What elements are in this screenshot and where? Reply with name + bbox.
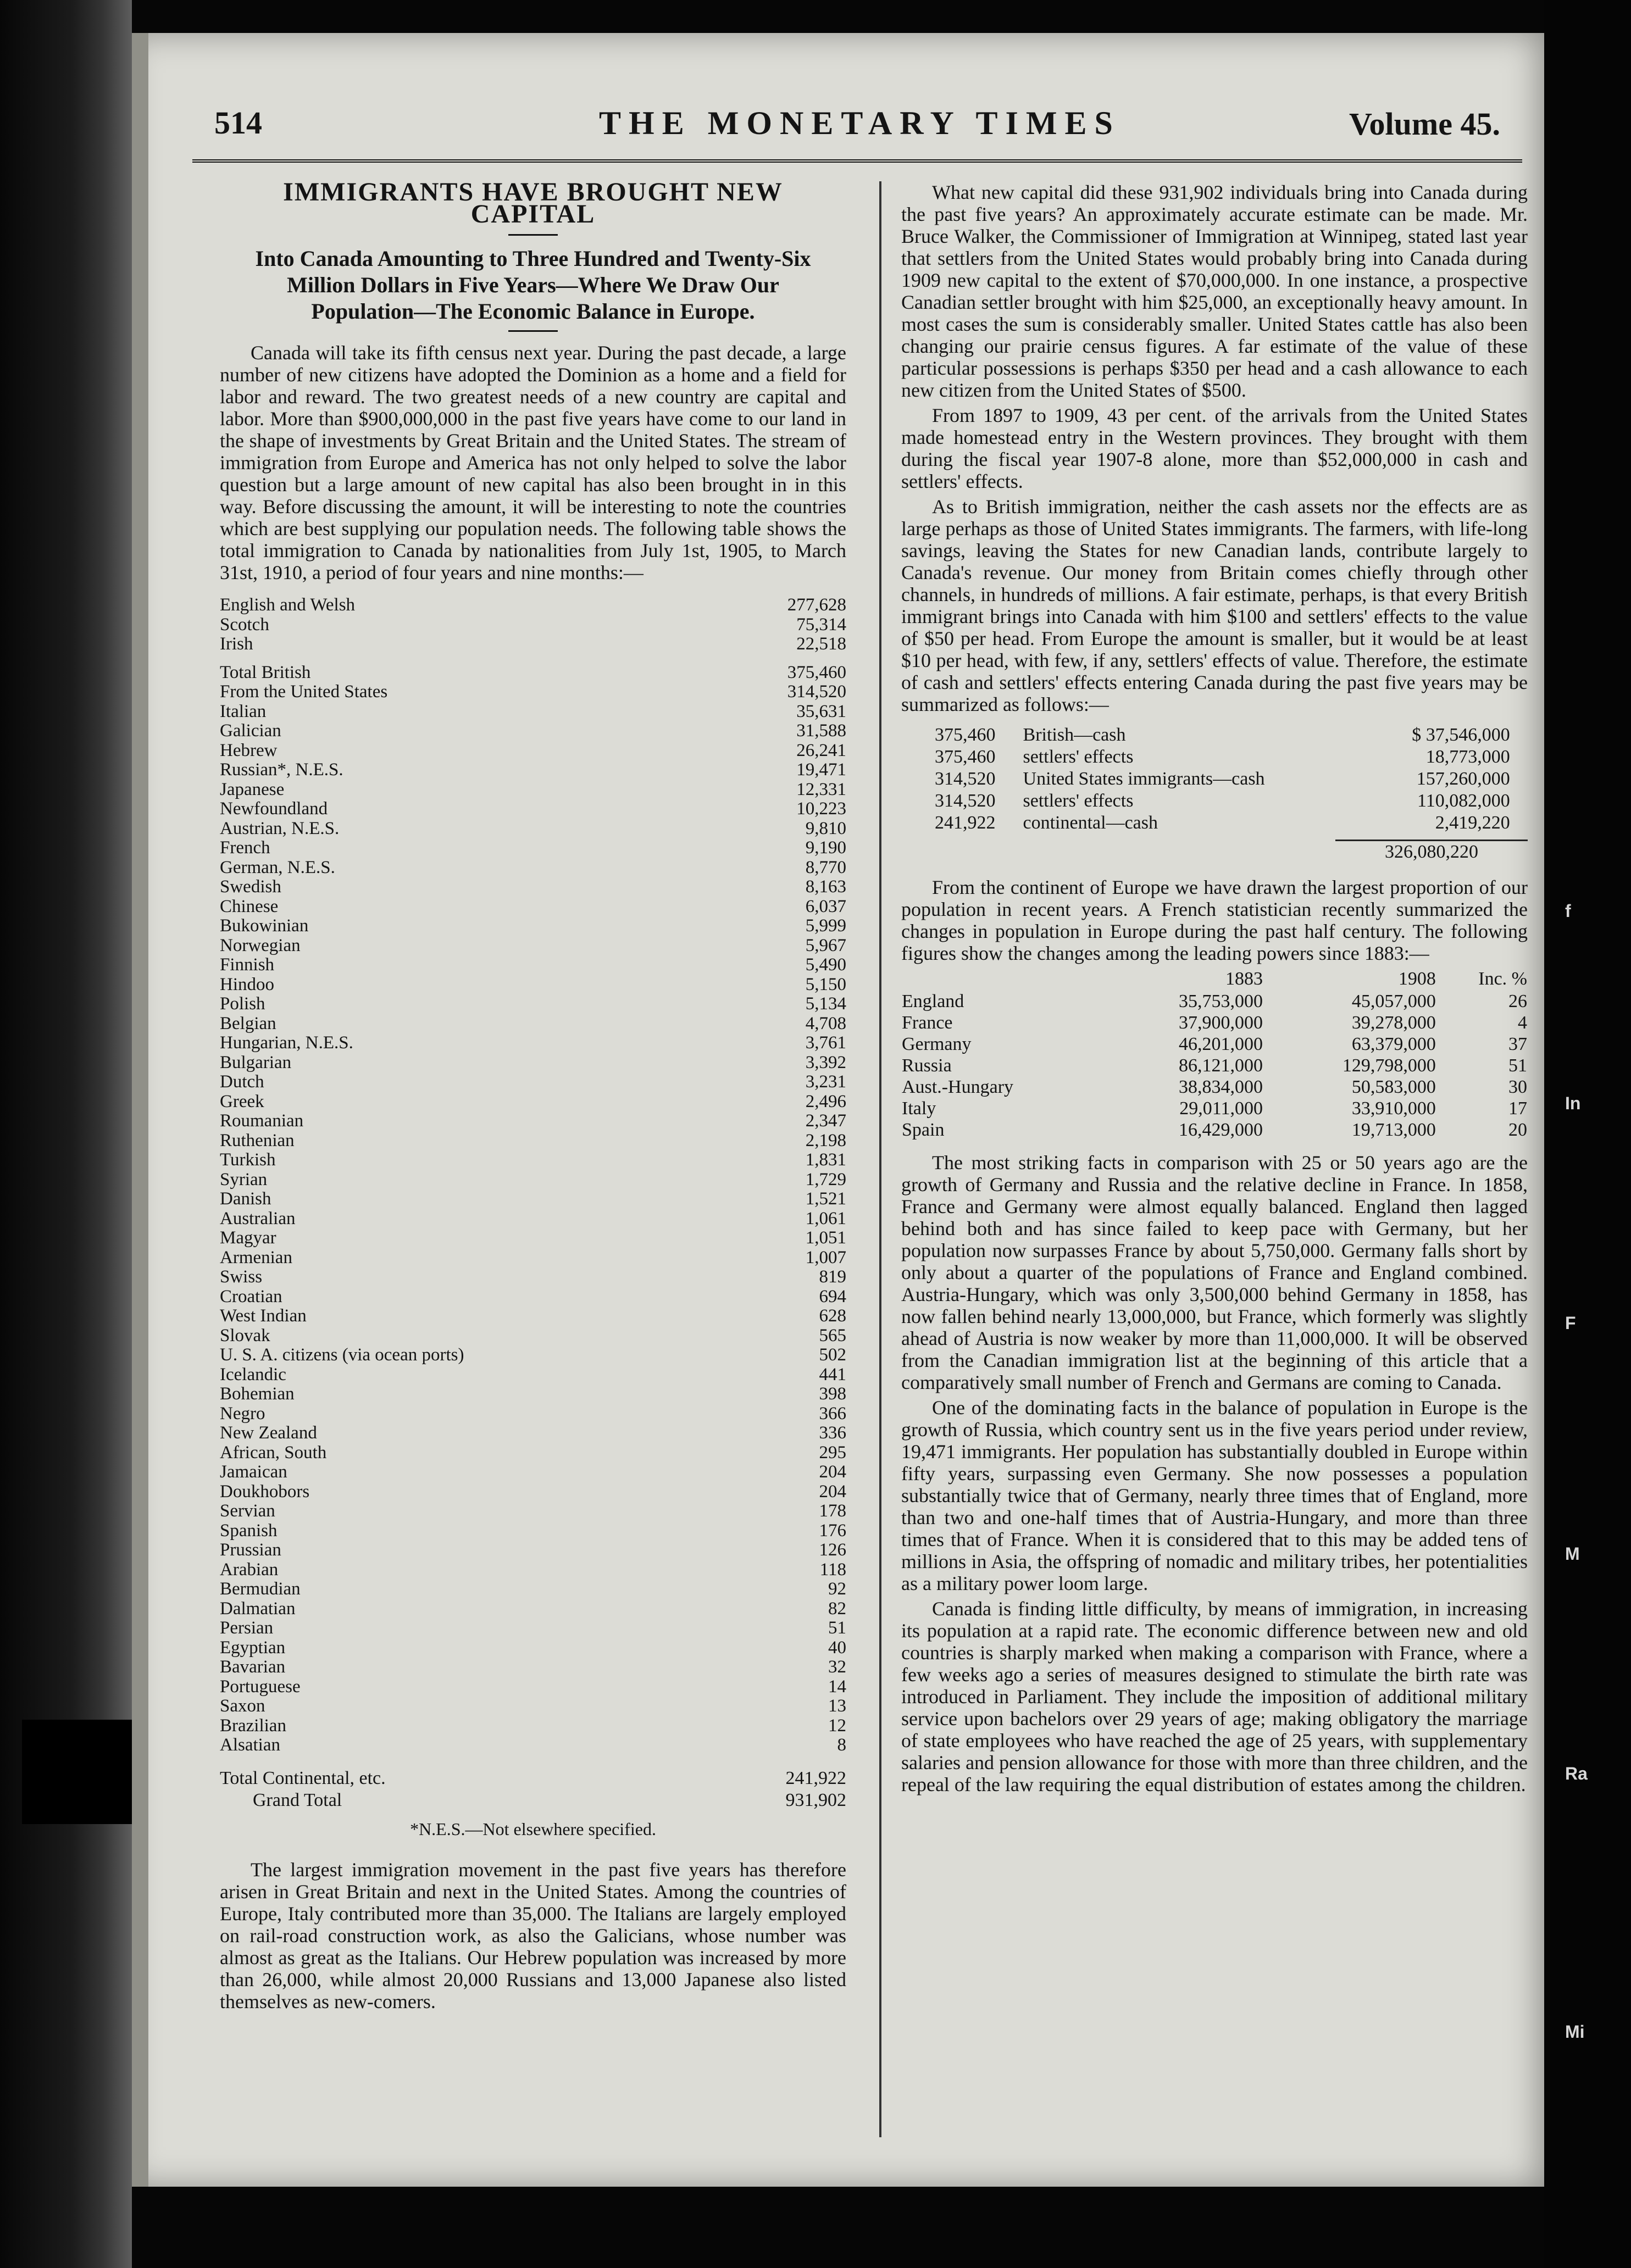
nationality-cell: Hungarian, N.E.S. xyxy=(220,1033,353,1053)
count-cell: 8,163 xyxy=(805,877,846,897)
count-cell: 14 xyxy=(828,1676,846,1697)
count-cell: 277,628 xyxy=(787,595,846,615)
count-cell: 12 xyxy=(828,1715,846,1736)
capital-item-cell: British—cash xyxy=(1023,725,1126,745)
table-row xyxy=(220,760,846,780)
count-cell: 5,967 xyxy=(805,935,846,955)
table-row xyxy=(220,1677,846,1697)
nationality-cell: Spanish xyxy=(220,1520,278,1541)
capital-value-cell: 18,773,000 xyxy=(1425,747,1510,767)
nationality-cell: Negro xyxy=(220,1403,265,1424)
table-row xyxy=(901,1098,1528,1119)
count-cell: 2,496 xyxy=(805,1091,846,1111)
population-1908-cell: 129,798,000 xyxy=(1342,1055,1436,1076)
country-cell: Russia xyxy=(902,1055,952,1076)
count-cell: 336 xyxy=(819,1423,846,1443)
nationality-cell: Hebrew xyxy=(220,740,278,760)
table-row xyxy=(220,682,846,702)
column-header: 1908 xyxy=(1398,969,1436,989)
count-cell: 126 xyxy=(819,1540,846,1560)
nationality-cell: Magyar xyxy=(220,1228,276,1248)
table-row xyxy=(901,991,1528,1012)
count-cell: 375,460 xyxy=(787,662,846,682)
nationality-cell: Swiss xyxy=(220,1267,263,1287)
adjacent-fragment: M xyxy=(1565,1544,1580,1564)
table-row xyxy=(220,975,846,995)
table-row xyxy=(220,1482,846,1502)
count-cell: 502 xyxy=(819,1345,846,1365)
table-row xyxy=(934,790,1511,812)
nationality-cell: Italian xyxy=(220,701,267,721)
table-row xyxy=(901,1076,1528,1098)
count-cell: 8 xyxy=(837,1735,846,1755)
table-row xyxy=(220,1463,846,1482)
table-row xyxy=(220,819,846,839)
count-cell: 6,037 xyxy=(805,896,846,916)
table-row xyxy=(220,1638,846,1658)
capital-item-cell: settlers' effects xyxy=(1023,791,1134,811)
adjacent-page-strip xyxy=(1544,0,1631,2268)
nationality-cell: Hindoo xyxy=(220,974,274,994)
table-row xyxy=(220,1424,846,1443)
nationality-cell: Galician xyxy=(220,721,281,741)
count-cell: 13 xyxy=(828,1696,846,1716)
nationality-cell: Dutch xyxy=(220,1072,264,1092)
table-row xyxy=(220,1053,846,1073)
nationality-cell: Total British xyxy=(220,662,311,682)
table-row xyxy=(220,1033,846,1053)
count-cell: 9,810 xyxy=(805,818,846,838)
capital-item-cell: settlers' effects xyxy=(1023,747,1134,767)
capital-value-cell: 110,082,000 xyxy=(1417,791,1510,811)
nationality-cell: Scotch xyxy=(220,614,269,635)
paragraph-dominating: One of the dominating facts in the balance of population in Europe is the growth of Russia, which country sent us in the five years period under review, 19,471 immigrants. Her population has substantially doubled in Europe within fifty years, surpassing even Germany. She now possesses a population substantially twice that of Germany, nearly three times that of England, more than two and one-half times that of Austria-Hungary, and more than three times that of France. When it is considered that to this may be added tens of millions in Asia, the offspring of nomadic and military tribes, her potentialities as a military power loom large. xyxy=(901,1397,1528,1594)
nationality-cell: English and Welsh xyxy=(220,595,356,615)
table-row xyxy=(220,615,846,635)
nationality-cell: Croatian xyxy=(220,1286,282,1307)
paragraph-capital: What new capital did these 931,902 individuals bring into Canada during the past five years? An approximately accurate estimate can be made. Mr. Bruce Walker, the Commissioner of Immigration at Winnipeg, stated last year that settlers from the United States would probably bring into Canada during 1909 new capital to the extent of $70,000,000. In one instance, a prospective Canadian settler brought with him $25,000, an exceptionally heavy amount. In most cases the sum is considerably smaller. United States cattle has also been changing our prairie census figures. A far estimate of the value of these particular possessions is perhaps $350 per head and a cash allowance to each new citizen from the United States of $500. xyxy=(901,181,1528,401)
immigrant-count-cell: 375,460 xyxy=(935,747,996,767)
immigrant-count-cell: 375,460 xyxy=(935,725,996,745)
table-row xyxy=(220,877,846,897)
country-cell: France xyxy=(902,1013,953,1033)
table-row xyxy=(220,1789,846,1811)
population-1883-cell: 37,900,000 xyxy=(1179,1013,1263,1033)
count-cell: 118 xyxy=(819,1559,846,1580)
capital-item-cell: continental—cash xyxy=(1023,813,1158,833)
count-cell: 204 xyxy=(819,1462,846,1482)
count-cell: 176 xyxy=(819,1520,846,1541)
count-cell: 19,471 xyxy=(796,760,846,780)
table-row xyxy=(220,955,846,975)
nationality-cell: Bavarian xyxy=(220,1657,286,1677)
table-row xyxy=(901,1033,1528,1055)
count-cell: 2,347 xyxy=(805,1111,846,1131)
table-row xyxy=(220,1170,846,1190)
nationality-cell: West Indian xyxy=(220,1306,307,1326)
population-1908-cell: 45,057,000 xyxy=(1351,991,1436,1011)
count-cell: 441 xyxy=(819,1364,846,1385)
count-cell: 92 xyxy=(828,1579,846,1599)
table-row xyxy=(220,1580,846,1599)
country-cell: Germany xyxy=(902,1034,972,1054)
population-1883-cell: 16,429,000 xyxy=(1179,1120,1263,1140)
count-cell: 31,588 xyxy=(796,721,846,741)
table-row xyxy=(220,1502,846,1521)
table-row xyxy=(220,1287,846,1307)
nationality-cell: Australian xyxy=(220,1208,296,1228)
nationality-cell: German, N.E.S. xyxy=(220,857,335,877)
count-cell: 5,150 xyxy=(805,974,846,994)
table-row xyxy=(220,1443,846,1463)
table-row xyxy=(934,724,1511,746)
grand-total-value: 931,902 xyxy=(785,1789,846,1810)
nationality-cell: Icelandic xyxy=(220,1364,286,1385)
nationality-cell: Roumanian xyxy=(220,1111,304,1131)
column-rule xyxy=(879,181,881,2137)
table-row xyxy=(220,1150,846,1170)
nationality-cell: Prussian xyxy=(220,1540,281,1560)
count-cell: 1,051 xyxy=(805,1228,846,1248)
nationality-cell: Bukowinian xyxy=(220,916,309,936)
count-cell: 366 xyxy=(819,1403,846,1424)
table-row xyxy=(220,635,846,654)
adjacent-fragment: Mi xyxy=(1565,2022,1585,2042)
nationality-cell: Russian*, N.E.S. xyxy=(220,760,343,780)
nationality-cell: Portuguese xyxy=(220,1676,301,1697)
population-1883-cell: 46,201,000 xyxy=(1179,1034,1263,1054)
table-row xyxy=(220,1385,846,1404)
magazine-page xyxy=(132,33,1561,2187)
nationality-cell: Bermudian xyxy=(220,1579,301,1599)
increase-percent-cell: 4 xyxy=(1518,1013,1527,1033)
count-cell: 1,061 xyxy=(805,1208,846,1228)
country-cell: Aust.-Hungary xyxy=(902,1077,1014,1097)
count-cell: 3,761 xyxy=(805,1033,846,1053)
table-row xyxy=(220,780,846,800)
headline-rule xyxy=(508,234,558,236)
nationality-cell: Finnish xyxy=(220,955,275,975)
count-cell: 5,490 xyxy=(805,955,846,975)
increase-percent-cell: 37 xyxy=(1508,1034,1527,1054)
count-cell: 694 xyxy=(819,1286,846,1307)
nationality-cell: Chinese xyxy=(220,896,279,916)
table-row xyxy=(220,1131,846,1151)
count-cell: 2,198 xyxy=(805,1130,846,1150)
capital-value-cell: 2,419,220 xyxy=(1435,813,1510,833)
table-row xyxy=(220,916,846,936)
column-header: Inc. % xyxy=(1478,969,1527,989)
nationality-cell: Norwegian xyxy=(220,935,301,955)
immigrant-count-cell: 241,922 xyxy=(935,813,996,833)
paragraph-difficulty: Canada is finding little difficulty, by means of immigration, in increasing its population at a rapid rate. The economic difference between new and old countries is sharply marked when making a comparison with France, where a few weeks ago a series of measures designed to stimulate the birth rate was introduced in Parliament. They include the imposition of additional military service upon bachelors over 29 years of age; making obligatory the marriage of state employees who have reached the age of 25 years, with supplementary salaries and pension allowance for those with more than three children, and the repeal of the law requiring the equal distribution of estates among the children. xyxy=(901,1598,1528,1796)
immigration-totals xyxy=(220,1767,846,1811)
count-cell: 178 xyxy=(819,1501,846,1521)
nationality-cell: Irish xyxy=(220,634,253,654)
capital-value-cell: $ 37,546,000 xyxy=(1412,725,1510,745)
increase-percent-cell: 30 xyxy=(1508,1077,1527,1097)
paragraph-british: As to British immigration, neither the cash assets nor the effects are as large perhaps as those of United States immigrants. The farmers, with life-long savings, leaving the States for new Canadian lands, contribute largely to Canada's revenue. Our money from Britain comes chiefly through other channels, in hundreds of millions. A fair estimate, perhaps, is that every British immigrant brings into Canada with him $100 and settlers' effects to the value of $50 per head. From Europe the amount is smaller, but it would be at least $10 per head, with few, if any, settlers' effects of value. Therefore, the estimate of cash and settlers' effects entering Canada during the past five years may be summarized as follows:— xyxy=(901,496,1528,715)
table-row xyxy=(220,1189,846,1209)
paragraph-striking: The most striking facts in comparison with 25 or 50 years ago are the growth of Germany and Russia and the relative decline in France. In 1858, France and Germany were almost equally balanced. England then lagged behind both and has since failed to keep pace with Germany, but her population now surpasses France by about 5,750,000. Germany falls short by only about a quarter of the populations of France and England combined. Austria-Hungary, which was only 3,500,000 behind Germany in 1858, has now fallen behind nearly 13,000,000, but France, which formerly was slightly ahead of Austria is now weaker by more than 11,000,000. It will be observed from the Canadian immigration list at the beginning of this article that a comparatively small number of French and Germans are coming to Canada. xyxy=(901,1152,1528,1393)
nationality-cell: Syrian xyxy=(220,1169,268,1189)
nationality-cell: Danish xyxy=(220,1189,271,1209)
country-cell: England xyxy=(902,991,964,1011)
population-1883-cell: 86,121,000 xyxy=(1179,1055,1263,1076)
count-cell: 40 xyxy=(828,1637,846,1658)
nationality-cell: Japanese xyxy=(220,779,285,799)
table-row xyxy=(220,936,846,956)
count-cell: 1,831 xyxy=(805,1150,846,1170)
table-row xyxy=(220,1248,846,1268)
count-cell: 565 xyxy=(819,1325,846,1346)
table-header-row xyxy=(901,968,1528,991)
count-cell: 10,223 xyxy=(796,799,846,819)
nationality-cell: Brazilian xyxy=(220,1715,286,1736)
nationality-cell: Ruthenian xyxy=(220,1130,295,1150)
footnote: *N.E.S.—Not elsewhere specified. xyxy=(410,1819,656,1839)
running-header xyxy=(192,93,1522,163)
count-cell: 5,999 xyxy=(805,916,846,936)
count-cell: 1,521 xyxy=(805,1189,846,1209)
country-cell: Spain xyxy=(902,1120,945,1140)
nationality-cell: Austrian, N.E.S. xyxy=(220,818,340,838)
count-cell: 75,314 xyxy=(796,614,846,635)
nationality-cell: U. S. A. citizens (via ocean ports) xyxy=(220,1345,464,1365)
table-row xyxy=(901,1119,1528,1141)
total-continental-label: Total Continental, etc. xyxy=(220,1767,386,1788)
count-cell: 1,729 xyxy=(805,1169,846,1189)
count-cell: 22,518 xyxy=(796,634,846,654)
nationality-cell: Newfoundland xyxy=(220,799,328,819)
total-continental-value: 241,922 xyxy=(785,1767,846,1788)
table-row xyxy=(934,812,1511,834)
table-row xyxy=(220,1326,846,1346)
paragraph-1897: From 1897 to 1909, 43 per cent. of the arrivals from the United States made homestead entry in the Western provinces. They brought with them during the fiscal year 1907-8 alone, more than $52,000,000 in cash and settlers' effects. xyxy=(901,404,1528,492)
table-row xyxy=(220,1541,846,1560)
nationality-cell: Slovak xyxy=(220,1325,270,1346)
table-row xyxy=(220,1346,846,1365)
count-cell: 51 xyxy=(828,1618,846,1638)
nationality-cell: Servian xyxy=(220,1501,275,1521)
increase-percent-cell: 26 xyxy=(1508,991,1527,1011)
increase-percent-cell: 17 xyxy=(1508,1098,1527,1119)
table-row xyxy=(934,746,1511,768)
table-row xyxy=(220,858,846,878)
nationality-cell: Doukhobors xyxy=(220,1481,310,1502)
nationality-cell: Polish xyxy=(220,994,265,1014)
publication-title: THE MONETARY TIMES xyxy=(599,105,1120,141)
count-cell: 398 xyxy=(819,1384,846,1404)
count-cell: 82 xyxy=(828,1598,846,1619)
table-row xyxy=(220,1767,846,1789)
nationality-cell: Persian xyxy=(220,1618,274,1638)
count-cell: 204 xyxy=(819,1481,846,1502)
count-cell: 35,631 xyxy=(796,701,846,721)
table-row xyxy=(901,1012,1528,1033)
column-header xyxy=(901,968,1107,991)
count-cell: 8,770 xyxy=(805,857,846,877)
capital-value-cell: 157,260,000 xyxy=(1416,769,1510,789)
nationality-cell: Armenian xyxy=(220,1247,292,1268)
nationality-cell: New Zealand xyxy=(220,1423,317,1443)
table-row xyxy=(220,1228,846,1248)
nationality-cell: Bohemian xyxy=(220,1384,295,1404)
count-cell: 3,231 xyxy=(805,1072,846,1092)
intro-paragraph: Canada will take its fifth census next year. During the past decade, a large number of new citizens have adopted the Dominion as a home and a field for labor and reward. The two greatest needs of a new country are capital and labor. More than $900,000,000 in the past five years have come to our land in the shape of investments by Great Britain and the United States. The stream of immigration from Europe and America has not only helped to solve the labor question but a large amount of new capital has also been brought in in this way. Before discussing the amount, it will be interesting to note the countries which are best supplying our population needs. The following table shows the total immigration to Canada by nationalities from July 1st, 1905, to March 31st, 1910, a period of four years and nine months:— xyxy=(220,342,846,583)
paragraph-largest: The largest immigration movement in the past five years has therefore arisen in Great Britain and next in the United States. Among the countries of Europe, Italy contributed more than 35,000. The Italians are largely employed on rail-road construction work, as also the Galicians, whose number was almost as great as the Italians. Our Hebrew population was increased by more than 26,000, while almost 20,000 Russians and 13,000 Japanese also listed themselves as new-comers. xyxy=(220,1858,846,2013)
population-1908-cell: 39,278,000 xyxy=(1351,1013,1436,1033)
immigrant-count-cell: 314,520 xyxy=(935,791,996,811)
table-row xyxy=(220,1209,846,1229)
subhead-rule xyxy=(508,330,558,332)
table-row xyxy=(220,799,846,819)
table-row xyxy=(220,1736,846,1755)
count-cell: 5,134 xyxy=(805,994,846,1014)
count-cell: 295 xyxy=(819,1442,846,1463)
table-row xyxy=(220,1365,846,1385)
population-1908-cell: 63,379,000 xyxy=(1351,1034,1436,1054)
table-row xyxy=(220,1307,846,1326)
table-row xyxy=(220,1268,846,1287)
adjacent-fragment: Ra xyxy=(1565,1764,1588,1783)
table-row xyxy=(220,838,846,858)
count-cell: 4,708 xyxy=(805,1013,846,1033)
table-row xyxy=(901,1055,1528,1076)
article-subheadline: Into Canada Amounting to Three Hundred and Twenty-Six Million Dollars in Five Years—Where We Draw Our Population—The Economic Balance in Europe. xyxy=(255,246,811,324)
table-row xyxy=(220,1560,846,1580)
nationality-cell: Egyptian xyxy=(220,1637,286,1658)
nationality-cell: Jamaican xyxy=(220,1462,287,1482)
column-header: 1883 xyxy=(1225,969,1263,989)
population-table xyxy=(901,968,1528,1141)
population-1908-cell: 50,583,000 xyxy=(1351,1077,1436,1097)
table-row xyxy=(220,1658,846,1677)
adjacent-fragment: f xyxy=(1565,901,1571,921)
nationality-cell: French xyxy=(220,838,270,858)
nationality-cell: African, South xyxy=(220,1442,327,1463)
table-row xyxy=(220,1072,846,1092)
adjacent-fragment: F xyxy=(1565,1313,1576,1333)
count-cell: 1,007 xyxy=(805,1247,846,1268)
right-column xyxy=(901,181,1528,1799)
count-cell: 314,520 xyxy=(787,682,846,702)
table-row xyxy=(220,1521,846,1541)
table-row xyxy=(220,1014,846,1034)
table-row xyxy=(220,702,846,722)
nationality-cell: Arabian xyxy=(220,1559,279,1580)
table-row xyxy=(934,768,1511,790)
count-cell: 3,392 xyxy=(805,1052,846,1072)
nationality-cell: Alsatian xyxy=(220,1735,280,1755)
capital-item-cell: United States immigrants—cash xyxy=(1023,769,1265,789)
left-column xyxy=(220,177,846,2016)
count-cell: 9,190 xyxy=(805,838,846,858)
table-row xyxy=(220,897,846,917)
increase-percent-cell: 20 xyxy=(1508,1120,1527,1140)
count-cell: 628 xyxy=(819,1306,846,1326)
table-row xyxy=(220,1716,846,1736)
volume-label: Volume 45. xyxy=(1349,106,1500,142)
increase-percent-cell: 51 xyxy=(1508,1055,1527,1076)
book-spine xyxy=(0,0,132,2268)
table-row xyxy=(220,1111,846,1131)
table-row xyxy=(220,1404,846,1424)
grand-total-label: Grand Total xyxy=(253,1789,342,1810)
population-1883-cell: 35,753,000 xyxy=(1179,991,1263,1011)
table-row xyxy=(220,994,846,1014)
count-cell: 819 xyxy=(819,1267,846,1287)
page-number: 514 xyxy=(214,105,262,141)
adjacent-fragment: In xyxy=(1565,1093,1581,1113)
nationality-cell: Saxon xyxy=(220,1696,265,1716)
table-row xyxy=(220,654,846,683)
nationality-cell: Dalmatian xyxy=(220,1598,296,1619)
capital-table xyxy=(934,724,1511,834)
population-1908-cell: 19,713,000 xyxy=(1351,1120,1436,1140)
immigrant-count-cell: 314,520 xyxy=(935,769,996,789)
immigration-table xyxy=(220,596,846,1755)
country-cell: Italy xyxy=(902,1098,936,1119)
count-cell: 26,241 xyxy=(796,740,846,760)
table-row xyxy=(220,1092,846,1112)
table-row xyxy=(220,1697,846,1716)
table-row xyxy=(220,1599,846,1619)
nationality-cell: Greek xyxy=(220,1091,264,1111)
population-1883-cell: 38,834,000 xyxy=(1179,1077,1263,1097)
nationality-cell: Swedish xyxy=(220,877,281,897)
nationality-cell: Bulgarian xyxy=(220,1052,292,1072)
table-row xyxy=(220,1619,846,1638)
nationality-cell: From the United States xyxy=(220,682,388,702)
table-row xyxy=(220,721,846,741)
count-cell: 12,331 xyxy=(796,779,846,799)
paragraph-continent: From the continent of Europe we have drawn the largest proportion of our population in recent years. A French statistician recently summarized the changes in population in Europe during the past half century. The following figures show the changes among the leading powers since 1883:— xyxy=(901,876,1528,964)
population-1883-cell: 29,011,000 xyxy=(1179,1098,1263,1119)
table-row xyxy=(220,741,846,761)
nationality-cell: Turkish xyxy=(220,1150,276,1170)
article-headline: IMMIGRANTS HAVE BROUGHT NEW CAPITAL xyxy=(283,177,783,229)
nationality-cell: Belgian xyxy=(220,1013,276,1033)
table-row xyxy=(220,596,846,615)
count-cell: 32 xyxy=(828,1657,846,1677)
capital-total: 326,080,220 xyxy=(1335,840,1528,863)
population-1908-cell: 33,910,000 xyxy=(1351,1098,1436,1119)
